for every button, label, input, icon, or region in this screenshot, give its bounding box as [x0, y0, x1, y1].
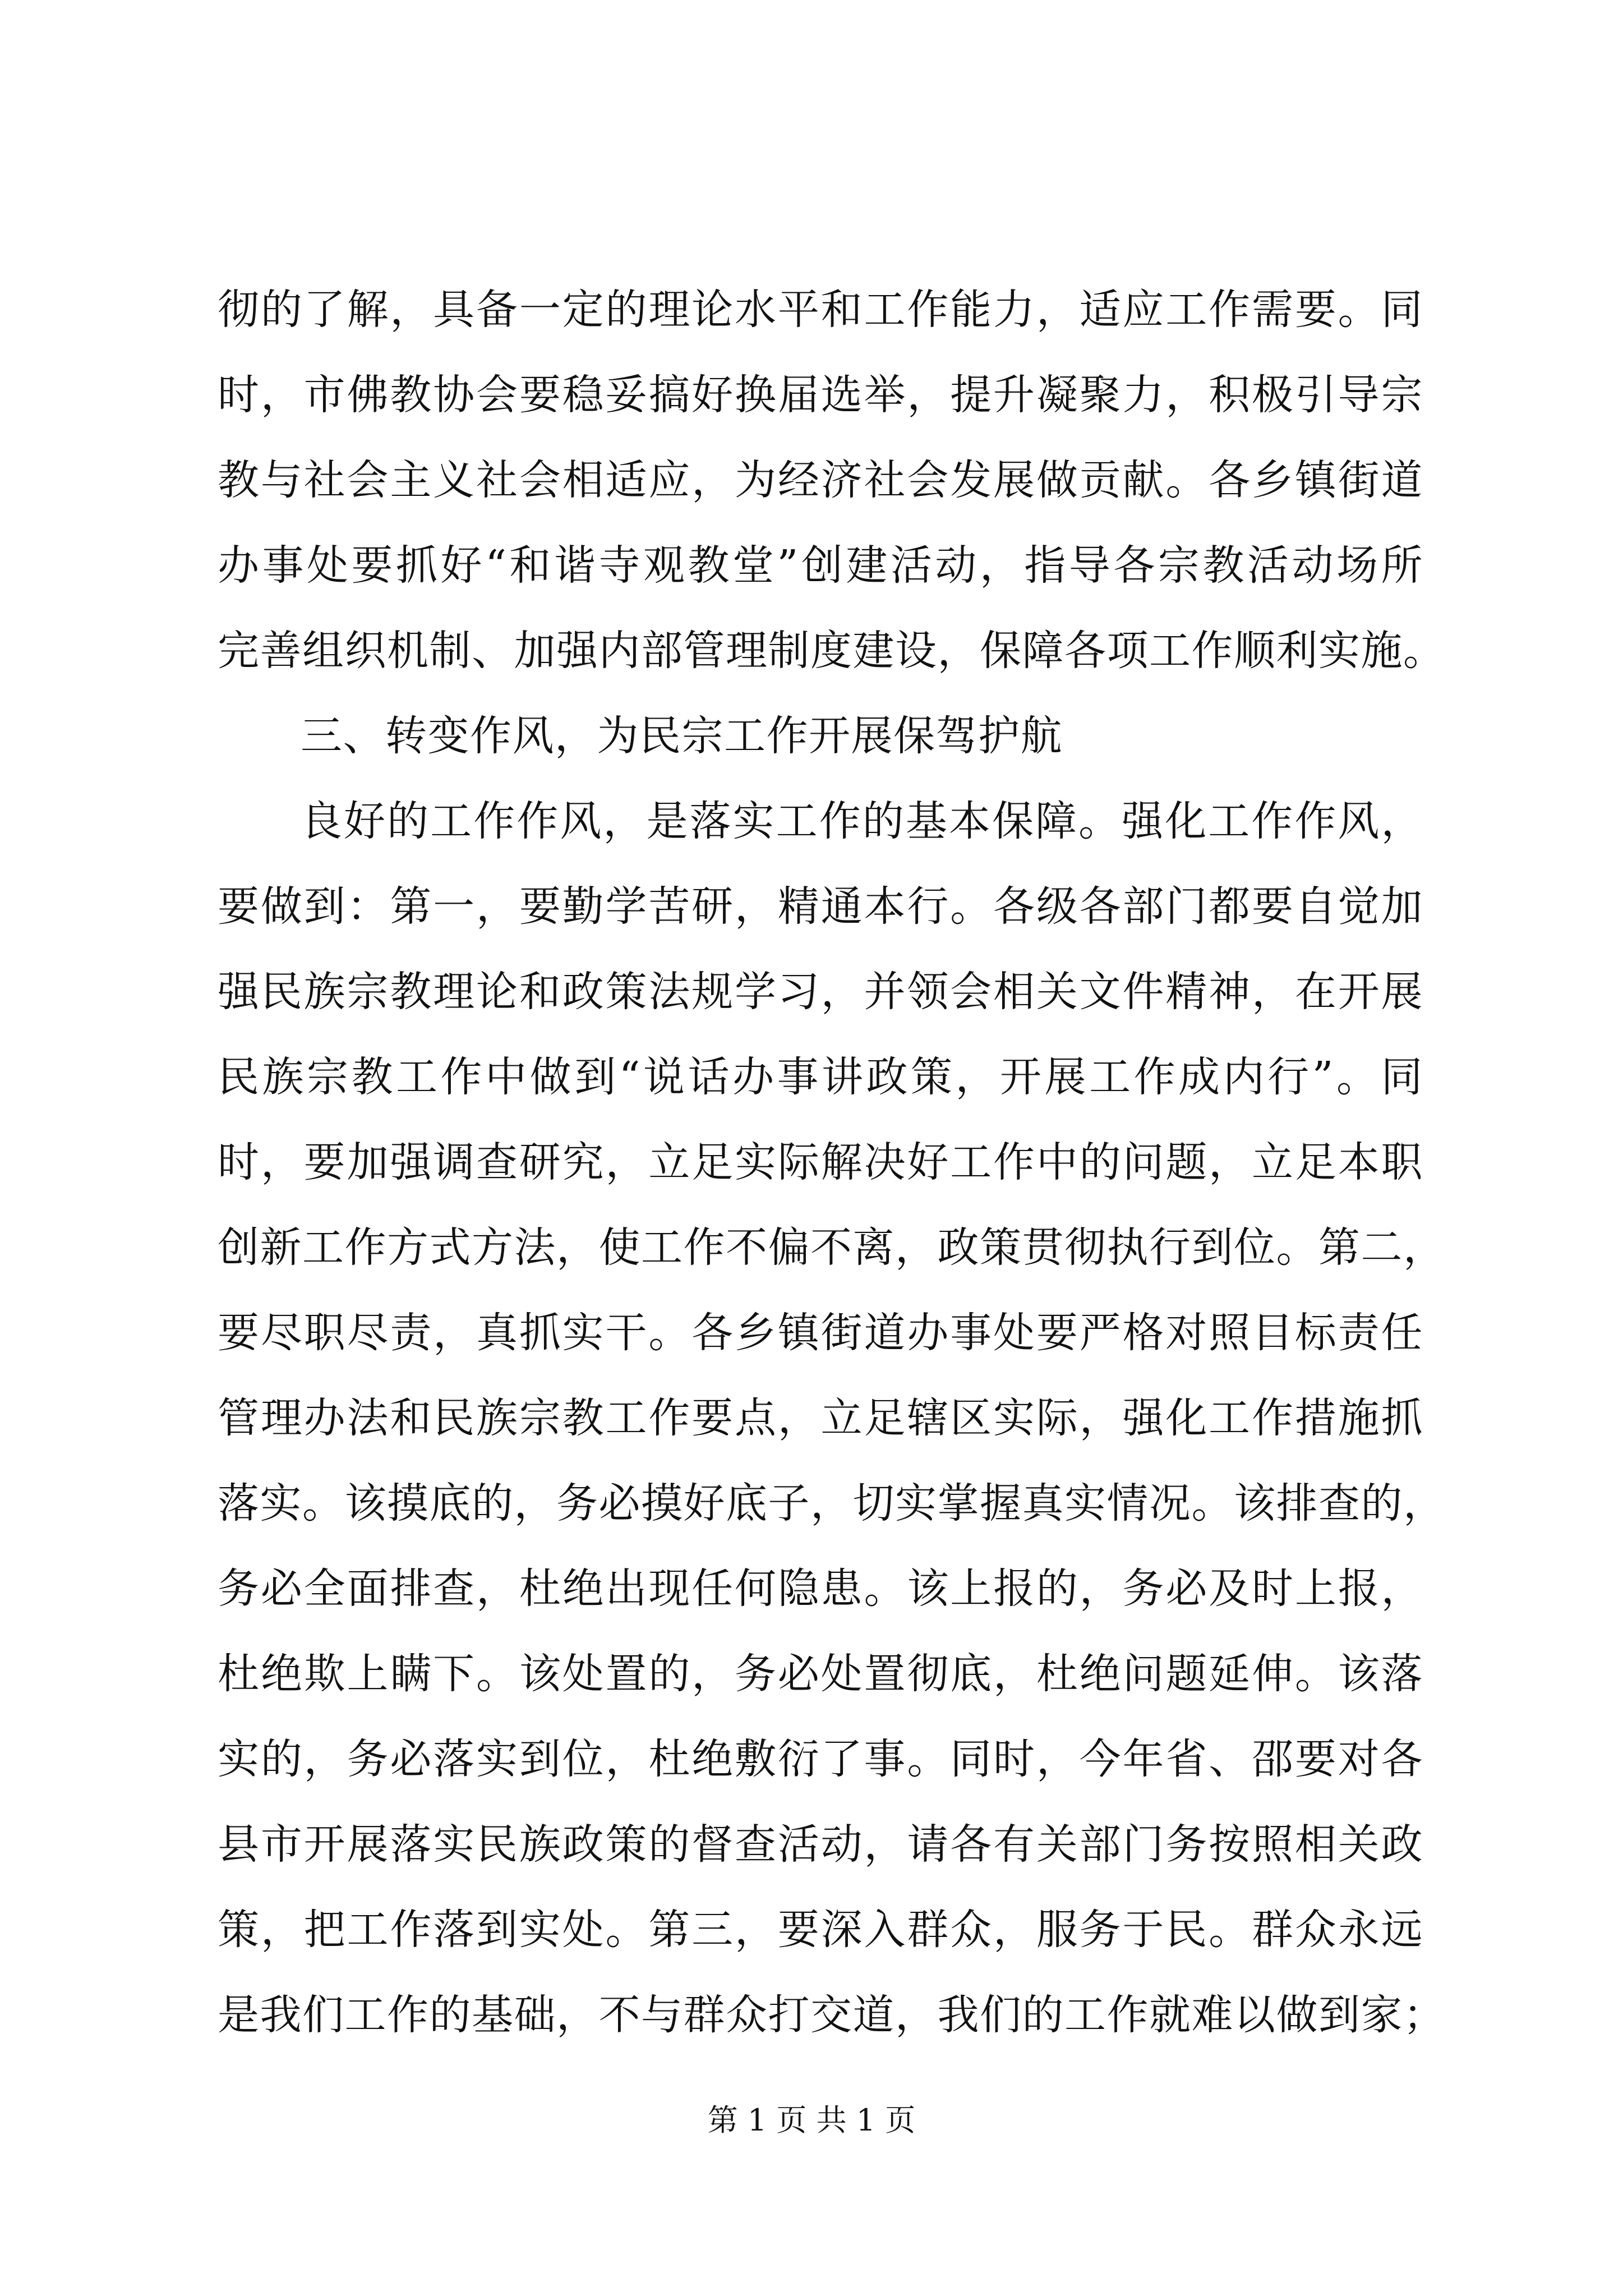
- text-line: 管理办法和民族宗教工作要点，立足辖区实际，强化工作措施抓: [218, 1394, 1423, 1442]
- body-text: [218, 267, 1446, 2058]
- text-line: 强民族宗教理论和政策法规学习，并领会相关文件精神，在开展: [218, 968, 1423, 1016]
- text-line: 是我们工作的基础，不与群众打交道，我们的工作就难以做到家；: [218, 1991, 1446, 2039]
- text-line: 创新工作方式方法，使工作不偏不离，政策贯彻执行到位。第二，: [218, 1223, 1446, 1272]
- text-line: 办事处要抓好“和谐寺观教堂”创建活动，指导各宗教活动场所: [218, 541, 1423, 590]
- text-line: 时，市佛教协会要稳妥搞好换届选举，提升凝聚力，积极引导宗: [218, 371, 1423, 419]
- text-line: 要做到：第一，要勤学苦研，精通本行。各级各部门都要自觉加: [218, 882, 1423, 931]
- text-line: 实的，务必落实到位，杜绝敷衍了事。同时，今年省、邵要对各: [218, 1735, 1423, 1783]
- text-line: 完善组织机制、加强内部管理制度建设，保障各项工作顺利实施。: [218, 627, 1446, 675]
- text-line: 县市开展落实民族政策的督查活动，请各有关部门务按照相关政: [218, 1820, 1423, 1869]
- text-line: 落实。该摸底的，务必摸好底子，切实掌握真实情况。该排查的，: [218, 1479, 1446, 1527]
- text-line: 务必全面排查，杜绝出现任何隐患。该上报的，务必及时上报，: [218, 1565, 1423, 1613]
- text-line: 民族宗教工作中做到“说话办事讲政策，开展工作成内行”。同: [218, 1053, 1423, 1101]
- section-heading: 三、转变作风，为民宗工作开展保驾护航: [301, 712, 1063, 760]
- text-line: 策，把工作落到实处。第三，要深入群众，服务于民。群众永远: [218, 1906, 1423, 1954]
- text-line: 杜绝欺上瞒下。该处置的，务必处置彻底，杜绝问题延伸。该落: [218, 1650, 1423, 1698]
- text-line: 良好的工作作风，是落实工作的基本保障。强化工作作风，: [301, 797, 1423, 845]
- text-line: 要尽职尽责，真抓实干。各乡镇街道办事处要严格对照目标责任: [218, 1309, 1423, 1357]
- text-line: 彻的了解，具备一定的理论水平和工作能力，适应工作需要。同: [218, 286, 1423, 334]
- text-line: 教与社会主义社会相适应，为经济社会发展做贡献。各乡镇街道: [218, 456, 1423, 504]
- page-footer: 第 1 页 共 1 页: [707, 2102, 916, 2138]
- text-line: 时，要加强调查研究，立足实际解决好工作中的问题，立足本职: [218, 1138, 1423, 1186]
